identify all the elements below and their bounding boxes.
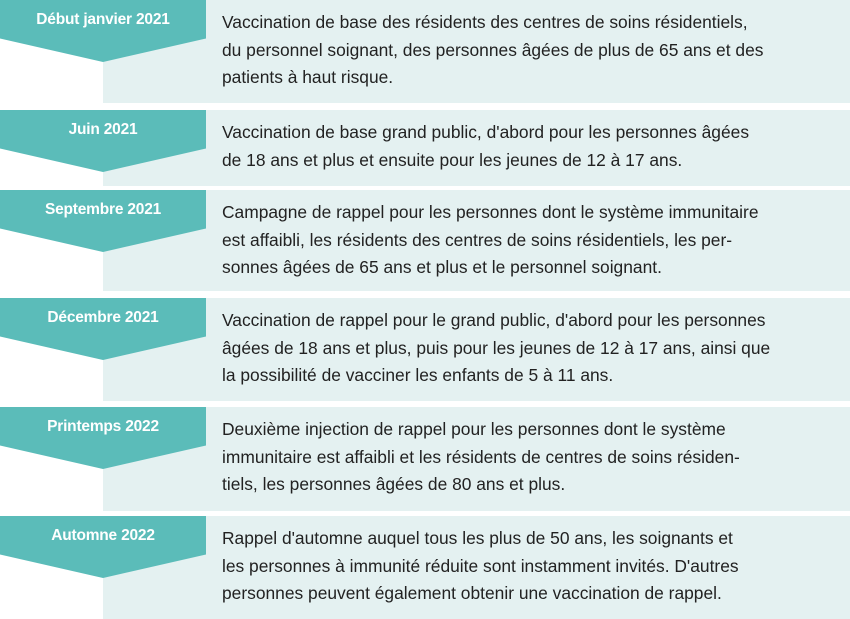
- stage-description: [222, 525, 840, 608]
- description-line: du personnel soignant, des personnes âgées de plus de 65 ans et des: [222, 39, 764, 60]
- description-line: Vaccination de rappel pour le grand public, d'abord pour les personnes: [222, 310, 766, 330]
- stage-period: Printemps 2022: [47, 418, 159, 435]
- timeline-stage: [0, 110, 850, 186]
- timeline-stage: [0, 407, 850, 511]
- description-line: âgées de 18 ans et plus, puis pour les jeunes de 12 à 17 ans, ainsi que: [222, 337, 771, 358]
- stage-period: Juin 2021: [68, 121, 138, 138]
- description-line: sonnes âgées de 65 ans et plus et le personnel soignant.: [222, 257, 662, 277]
- timeline-stage: [0, 516, 850, 619]
- description-line: immunitaire est affaibli et les résidents de centres de soins résiden-: [222, 446, 740, 467]
- description-line: Campagne de rappel pour les personnes dont le système immunitaire: [222, 202, 759, 222]
- description-line: de 18 ans et plus et ensuite pour les jeunes de 12 à 17 ans.: [222, 149, 683, 170]
- description-line: tiels, les personnes âgées de 80 ans et plus.: [222, 474, 566, 494]
- description-line: la possibilité de vacciner les enfants de 5 à 11 ans.: [222, 365, 614, 385]
- timeline-stage: [0, 190, 850, 291]
- description-line: personnes peuvent également obtenir une vaccination de rappel.: [222, 583, 722, 603]
- description-line: patients à haut risque.: [222, 67, 394, 87]
- stage-description: [222, 416, 840, 499]
- stage-description: [222, 9, 840, 92]
- description-line: les personnes à immunité réduite sont instamment invités. D'autres: [222, 555, 739, 576]
- description-line: Deuxième injection de rappel pour les personnes dont le système: [222, 419, 726, 439]
- description-line: Rappel d'automne auquel tous les plus de 50 ans, les soignants et: [222, 528, 733, 548]
- timeline-stage: [0, 298, 850, 401]
- stage-period: Début janvier 2021: [36, 11, 170, 28]
- stage-period: Septembre 2021: [44, 201, 162, 218]
- stage-description: [222, 199, 840, 282]
- stage-description: [222, 307, 840, 390]
- stage-period: Automne 2022: [51, 527, 155, 544]
- stage-description: [222, 119, 840, 174]
- description-line: Vaccination de base grand public, d'abord pour les personnes âgées: [222, 122, 750, 142]
- description-line: est affaibli, les résidents des centres de soins résidentiels, les per-: [222, 229, 733, 250]
- description-line: Vaccination de base des résidents des centres de soins résidentiels,: [222, 12, 748, 32]
- stage-period: Décembre 2021: [47, 309, 159, 326]
- timeline-stage: [0, 0, 850, 103]
